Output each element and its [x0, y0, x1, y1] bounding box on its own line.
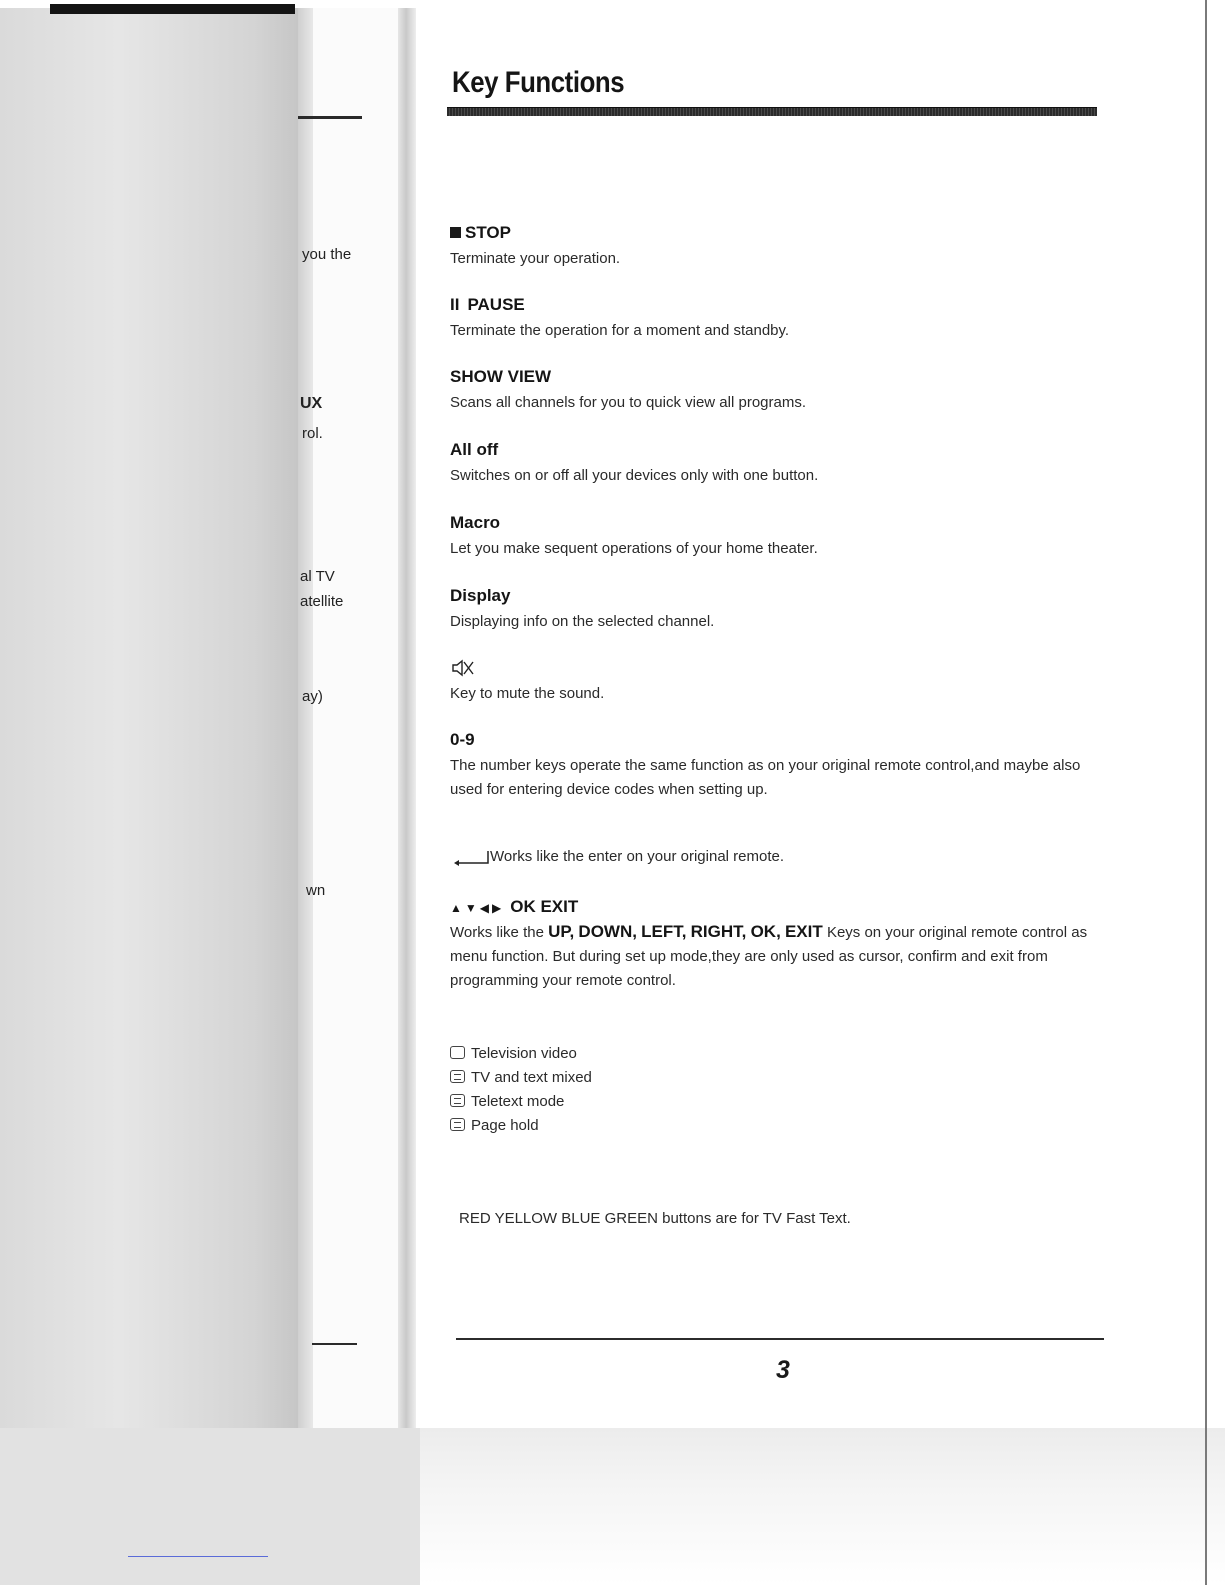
list-item: TV and text mixed: [450, 1066, 592, 1090]
left-page-fragment: ay): [302, 688, 323, 705]
left-page-fragment: atellite: [300, 593, 344, 610]
key-entry-navigation: [450, 897, 1110, 993]
book-gutter: [398, 8, 416, 1448]
key-name: Display: [450, 586, 511, 605]
key-name: Macro: [450, 513, 501, 532]
key-description: Let you make sequent operations of your home theater.: [450, 540, 818, 557]
key-description: Displaying info on the selected channel.: [450, 613, 715, 630]
mute-icon: [450, 657, 476, 679]
key-name: II PAUSE: [450, 295, 525, 314]
left-page-fragment: al TV: [300, 568, 335, 585]
left-page-shadow: [0, 8, 298, 1578]
left-page-edge: [298, 8, 313, 1428]
key-entry-all-off: [450, 439, 1130, 488]
key-description: Scans all channels for you to quick view all programs.: [450, 394, 807, 411]
left-page-fragment: wn: [306, 882, 326, 899]
bottom-left-scan-shadow: [0, 1428, 420, 1585]
key-description: Works like the enter on your original remote.: [490, 848, 785, 865]
key-entry-pause: [450, 294, 1130, 343]
pause-icon: II: [450, 295, 460, 314]
enter-arrow-icon: [452, 849, 490, 867]
page-number: 3: [776, 1356, 790, 1384]
footer-rule: [456, 1338, 1104, 1340]
left-page-footer-rule: [312, 1343, 357, 1345]
key-name: SHOW VIEW: [450, 367, 552, 386]
left-page-fragment: you the: [302, 246, 352, 263]
title-rule-band: [447, 108, 1097, 116]
left-facing-page: [313, 8, 400, 1428]
left-page-fragment: rol.: [302, 425, 323, 442]
key-description: Key to mute the sound.: [450, 685, 605, 702]
left-page-title-rule: [298, 116, 362, 119]
key-entry-number-keys: [450, 729, 1130, 802]
key-name: All off: [450, 440, 499, 459]
scan-top-bar: [50, 4, 295, 14]
scan-artifact-line: [128, 1556, 268, 1557]
key-entry-macro: [450, 512, 1130, 561]
stop-icon: [450, 227, 461, 238]
key-name: ▲▼◀▶ OK EXIT: [450, 897, 579, 916]
key-entry-stop: [450, 222, 1130, 271]
key-description: Switches on or off all your devices only with one button.: [450, 467, 819, 484]
key-entry-enter: [452, 848, 784, 867]
key-name: STOP: [450, 222, 1130, 244]
list-item: Television video: [450, 1042, 592, 1066]
list-item: Page hold: [450, 1114, 592, 1138]
right-page-edge: [1205, 0, 1207, 1585]
key-description: Terminate your operation.: [450, 250, 621, 267]
television-video-icon: [450, 1046, 465, 1059]
key-entry-display: [450, 585, 1130, 634]
fast-text-note: RED YELLOW BLUE GREEN buttons are for TV Fast Text.: [459, 1210, 851, 1227]
key-entry-mute: [450, 657, 1130, 706]
key-entry-show-view: [450, 366, 1130, 415]
list-item: Teletext mode: [450, 1090, 592, 1114]
left-page-fragment: UX: [300, 395, 323, 412]
teletext-mode-list: [450, 1042, 592, 1138]
key-description: Terminate the operation for a moment and standby.: [450, 322, 790, 339]
key-name: 0-9: [450, 730, 475, 749]
key-description: Works like the UP, DOWN, LEFT, RIGHT, OK, EXIT Keys on your original remote control as menu function. But during set up mode,they are only used as cursor, confirm and exit from programming your remote control.: [450, 922, 1088, 989]
page-hold-icon: [450, 1118, 465, 1131]
teletext-mode-icon: [450, 1094, 465, 1107]
tv-text-mixed-icon: [450, 1070, 465, 1083]
key-description: The number keys operate the same function as on your original remote control,and maybe also used for entering device codes when setting up.: [450, 757, 1081, 798]
page-title: Key Functions: [452, 66, 625, 99]
arrow-keys-icon: ▲▼◀▶: [450, 901, 505, 915]
